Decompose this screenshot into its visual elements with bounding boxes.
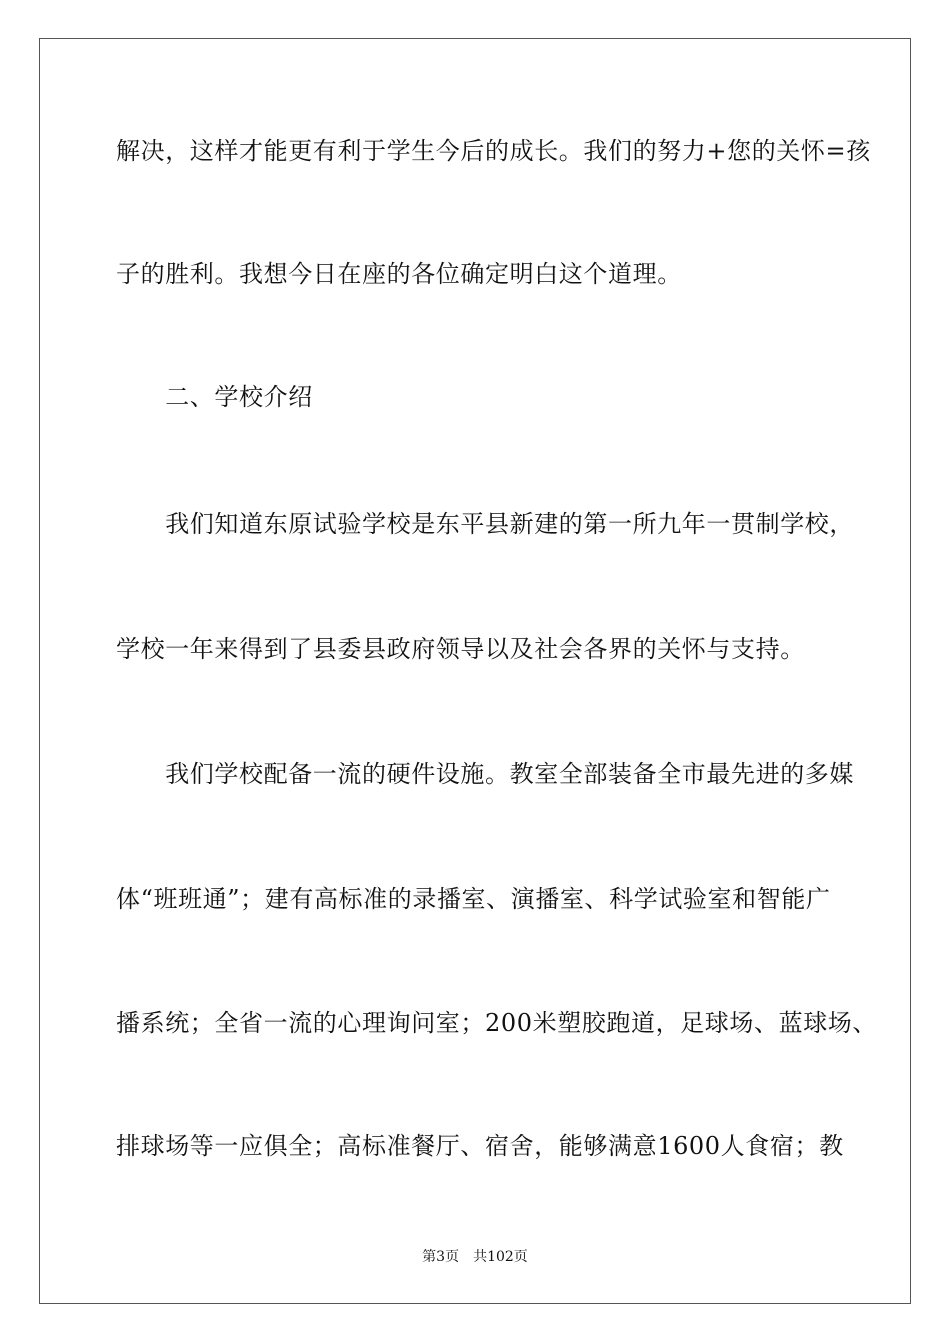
body-text-line: 体“班班通”；建有高标准的录播室、演播室、科学试验室和智能广 [116, 885, 831, 913]
body-text-line: 我们知道东原试验学校是东平县新建的第一所九年一贯制学校， [116, 510, 854, 538]
page-border [39, 38, 911, 1304]
body-text-line: 播系统；全省一流的心理询问室；200米塑胶跑道，足球场、蓝球场、 [116, 1009, 878, 1037]
body-text-line: 子的胜利。我想今日在座的各位确定明白这个道理。 [116, 260, 682, 288]
body-text-line: 学校一年来得到了县委县政府领导以及社会各界的关怀与支持。 [116, 635, 805, 663]
page-number-footer: 第3页 共102页 [422, 1249, 528, 1265]
body-text-line: 解决，这样才能更有利于学生今后的成长。我们的努力+您的关怀=孩 [116, 137, 871, 165]
body-text-line: 排球场等一应俱全；高标准餐厅、宿舍，能够满意1600人食宿；教 [116, 1132, 844, 1160]
section-heading: 二、学校介绍 [116, 383, 313, 411]
body-text-line: 我们学校配备一流的硬件设施。教室全部装备全市最先进的多媒 [116, 760, 854, 788]
